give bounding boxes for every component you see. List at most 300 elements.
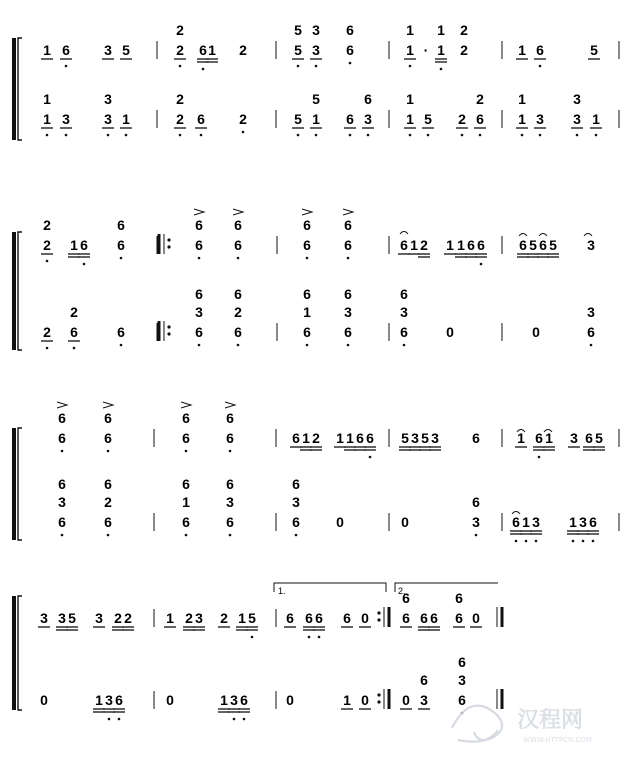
chord-note: 3 [226, 494, 234, 510]
note: 5 [294, 111, 302, 127]
octave-dot [318, 636, 321, 639]
chord-note: 2 [176, 91, 184, 107]
octave-dot [295, 534, 298, 537]
octave-dot [535, 540, 538, 543]
repeat-dot [167, 332, 170, 335]
note: 1 [43, 42, 51, 58]
chord-note: 6 [344, 286, 352, 302]
note: 6 [400, 324, 408, 340]
note: 2 [43, 237, 51, 253]
octave-dot [582, 540, 585, 543]
chord-note: 6 [400, 286, 408, 302]
note: 1 [336, 430, 344, 446]
lower-staff [41, 286, 595, 349]
note: 1 [166, 610, 174, 626]
note: 6 [104, 514, 112, 530]
note: 3 [411, 430, 419, 446]
note: 6 [587, 324, 595, 340]
octave-dot [539, 65, 542, 68]
octave-dot [61, 534, 64, 537]
note: 3 [420, 692, 428, 708]
note: 6 [356, 430, 364, 446]
note: 6 [292, 514, 300, 530]
repeat-dot [377, 618, 380, 621]
note: 6 [519, 237, 527, 253]
octave-dot [120, 257, 123, 260]
volta-brackets [274, 583, 498, 596]
chord-note: 1 [303, 304, 311, 320]
note: 6 [80, 237, 88, 253]
octave-dot [369, 456, 372, 459]
upper-staff [41, 209, 595, 265]
note: 6 [472, 430, 480, 446]
note: 6 [458, 692, 466, 708]
octave-dot [515, 540, 518, 543]
note: 3 [587, 237, 595, 253]
chord-note: 2 [234, 304, 242, 320]
note: 3 [431, 430, 439, 446]
octave-dot [538, 456, 541, 459]
note: 6 [585, 430, 593, 446]
note: 6 [195, 324, 203, 340]
note: 6 [292, 430, 300, 446]
accent-mark [194, 209, 204, 215]
note: 1 [312, 111, 320, 127]
note: 3 [472, 514, 480, 530]
repeat-dot [377, 700, 380, 703]
note: 6 [303, 324, 311, 340]
chord-note: 2 [460, 22, 468, 38]
octave-dot [306, 344, 309, 347]
octave-dot [592, 540, 595, 543]
note: 6 [104, 430, 112, 446]
note: 0 [532, 324, 540, 340]
repeat-dot [377, 693, 380, 696]
chord-note: 3 [104, 91, 112, 107]
note: 1 [406, 42, 414, 58]
octave-dot [409, 134, 412, 137]
chord-note: 1 [437, 22, 445, 38]
note: 6 [430, 610, 438, 626]
chord-note: 6 [455, 590, 463, 606]
note: 1 [518, 42, 526, 58]
octave-dot [118, 718, 121, 721]
lower-staff [58, 476, 599, 542]
octave-dot [440, 68, 443, 71]
octave-dot [572, 540, 575, 543]
note: 6 [58, 514, 66, 530]
note: 6 [589, 514, 597, 530]
note: 1 [346, 430, 354, 446]
octave-dot [185, 450, 188, 453]
note: 6 [240, 692, 248, 708]
chord-note: 3 [587, 304, 595, 320]
octave-dot [595, 134, 598, 137]
octave-dot [461, 134, 464, 137]
octave-dot [525, 540, 528, 543]
note: 1 [302, 430, 310, 446]
octave-dot [242, 131, 245, 134]
chord-note: 6 [117, 217, 125, 233]
note: 2 [220, 610, 228, 626]
chord-note: 6 [58, 410, 66, 426]
octave-dot [198, 257, 201, 260]
chord-note: 6 [234, 217, 242, 233]
ornament-marks [400, 232, 592, 515]
octave-dot [539, 134, 542, 137]
chord-note: 2 [476, 91, 484, 107]
chord-note: 5 [312, 91, 320, 107]
note: 1 [122, 111, 130, 127]
chord-note: 6 [472, 494, 480, 510]
note: 1 [545, 430, 553, 446]
chord-note: 6 [458, 654, 466, 670]
chord-note: 6 [364, 91, 372, 107]
chord-note: 1 [406, 91, 414, 107]
octave-dot [349, 134, 352, 137]
note: 5 [529, 237, 537, 253]
score-system [14, 590, 502, 720]
accent-mark [233, 209, 243, 215]
chord-note: 6 [420, 672, 428, 688]
chord-note: 5 [294, 22, 302, 38]
octave-dot [185, 534, 188, 537]
octave-dot [83, 263, 86, 266]
octave-dot [347, 257, 350, 260]
octave-dot [297, 134, 300, 137]
note: 3 [536, 111, 544, 127]
note: 6 [455, 610, 463, 626]
upper-staff [41, 22, 600, 70]
note: 1 [220, 692, 228, 708]
octave-dot [297, 65, 300, 68]
score-system [14, 22, 619, 140]
volta-1-label: 1. [278, 586, 286, 596]
chord-note: 6 [234, 286, 242, 302]
upper-staff [38, 590, 482, 638]
slur-mark [539, 234, 547, 237]
octave-dot [108, 718, 111, 721]
slur-mark [584, 234, 592, 237]
chord-note: 6 [292, 476, 300, 492]
note: 0 [336, 514, 344, 530]
octave-dot [308, 636, 311, 639]
octave-dot [315, 134, 318, 137]
chord-note: 3 [344, 304, 352, 320]
note: 1 [437, 42, 445, 58]
note: 6 [182, 430, 190, 446]
watermark-text: 汉程网 [517, 708, 584, 733]
octave-dot [61, 450, 64, 453]
chord-note: 2 [70, 304, 78, 320]
watermark-logo [452, 706, 592, 744]
chord-note: 1 [182, 494, 190, 510]
system-bracket [18, 38, 22, 140]
octave-dot [479, 134, 482, 137]
note: 6 [476, 111, 484, 127]
octave-dot [65, 134, 68, 137]
octave-dot [251, 636, 254, 639]
note: 6 [226, 430, 234, 446]
system-bracket [18, 596, 22, 710]
note: 6 [477, 237, 485, 253]
note: 3 [570, 430, 578, 446]
note: 3 [573, 111, 581, 127]
accent-mark [103, 402, 113, 408]
note: 1 [70, 237, 78, 253]
chord-note: 1 [518, 91, 526, 107]
chord-note: 3 [292, 494, 300, 510]
repeat-dot [167, 238, 170, 241]
note: 3 [104, 111, 112, 127]
octave-dot [198, 344, 201, 347]
octave-dot [237, 344, 240, 347]
note: 0 [286, 692, 294, 708]
octave-dot [403, 344, 406, 347]
score-systems [14, 22, 619, 720]
note: 6 [402, 610, 410, 626]
chord-note: 3 [573, 91, 581, 107]
octave-dot [46, 134, 49, 137]
score-system [14, 209, 595, 350]
note: 5 [424, 111, 432, 127]
chord-note: 2 [43, 217, 51, 233]
volta-2-bracket [395, 583, 498, 592]
note: 6 [199, 42, 207, 58]
slur-mark [519, 234, 527, 237]
chord-note: 3 [458, 672, 466, 688]
chord-note: 6 [226, 410, 234, 426]
octave-dot [480, 263, 483, 266]
note: 6 [182, 514, 190, 530]
octave-dot [46, 260, 49, 263]
note: 1 [518, 111, 526, 127]
chord-note: 6 [195, 217, 203, 233]
note: 3 [104, 42, 112, 58]
note: 5 [122, 42, 130, 58]
chord-note: 1 [406, 22, 414, 38]
note: 0 [40, 692, 48, 708]
chord-note: 6 [226, 476, 234, 492]
chord-note: 6 [104, 410, 112, 426]
note: 6 [234, 237, 242, 253]
octave-dot [229, 450, 232, 453]
volta-2-label: 2. [398, 586, 406, 596]
note: 1 [457, 237, 465, 253]
note: 6 [315, 610, 323, 626]
note: 3 [62, 111, 70, 127]
note: 5 [421, 430, 429, 446]
note: 6 [195, 237, 203, 253]
note: 2 [43, 324, 51, 340]
system-bracket [18, 232, 22, 350]
octave-dot [475, 534, 478, 537]
note: 5 [595, 430, 603, 446]
octave-dot [65, 65, 68, 68]
note: 1 [517, 430, 525, 446]
lower-staff [40, 654, 466, 720]
octave-dot [409, 65, 412, 68]
note: 2 [239, 111, 247, 127]
note: 2 [312, 430, 320, 446]
note: 3 [105, 692, 113, 708]
note: 2 [420, 237, 428, 253]
note: 6 [400, 237, 408, 253]
note: 5 [294, 42, 302, 58]
octave-dot [243, 718, 246, 721]
note: 3 [95, 610, 103, 626]
chord-note: 6 [58, 476, 66, 492]
note: 6 [344, 237, 352, 253]
note: 5 [248, 610, 256, 626]
note: 5 [401, 430, 409, 446]
chord-note: 6 [104, 476, 112, 492]
octave-dot [107, 134, 110, 137]
note: 2 [460, 42, 468, 58]
chord-note: 6 [195, 286, 203, 302]
octave-dot [107, 450, 110, 453]
octave-dot [73, 347, 76, 350]
note: 3 [58, 610, 66, 626]
note: 0 [402, 692, 410, 708]
repeat-dot [377, 611, 380, 614]
note: 0 [401, 514, 409, 530]
note: 6 [117, 324, 125, 340]
accent-mark [225, 402, 235, 408]
note: 2 [185, 610, 193, 626]
note: 6 [535, 430, 543, 446]
lower-staff [41, 91, 602, 136]
accent-mark [343, 209, 353, 215]
octave-dot [349, 62, 352, 65]
octave-dot [306, 257, 309, 260]
note: 1 [95, 692, 103, 708]
octave-dot [590, 344, 593, 347]
note: 3 [312, 42, 320, 58]
chord-note: 6 [182, 476, 190, 492]
octave-dot [315, 65, 318, 68]
note: 3 [364, 111, 372, 127]
note: 6 [467, 237, 475, 253]
note: 1 [43, 111, 51, 127]
note: 2 [176, 111, 184, 127]
note: 2 [239, 42, 247, 58]
octave-dot [347, 344, 350, 347]
note: 1 [592, 111, 600, 127]
note: 6 [344, 324, 352, 340]
octave-dot [200, 134, 203, 137]
octave-dot [107, 534, 110, 537]
note: 0 [361, 692, 369, 708]
slur-mark [400, 232, 408, 235]
score-system [14, 402, 619, 542]
note: 1 [238, 610, 246, 626]
octave-dot [576, 134, 579, 137]
note: 6 [366, 430, 374, 446]
octave-dot [427, 134, 430, 137]
note: 0 [361, 610, 369, 626]
octave-dot [125, 134, 128, 137]
note: 6 [539, 237, 547, 253]
repeat-dot [167, 245, 170, 248]
chord-note: 6 [303, 217, 311, 233]
note: 1 [406, 111, 414, 127]
watermark-url: WWW.HTTPCN.COM [523, 736, 592, 744]
chord-note: 1 [43, 91, 51, 107]
note: 6 [117, 237, 125, 253]
note: 1 [446, 237, 454, 253]
octave-dot [233, 718, 236, 721]
note: 6 [286, 610, 294, 626]
note: · [423, 42, 429, 58]
note: 6 [305, 610, 313, 626]
note: 1 [208, 42, 216, 58]
repeat-dot [167, 325, 170, 328]
note: 2 [124, 610, 132, 626]
octave-dot [46, 347, 49, 350]
chord-note: 6 [344, 217, 352, 233]
note: 3 [40, 610, 48, 626]
accent-mark [181, 402, 191, 408]
note: 6 [536, 42, 544, 58]
note: 5 [68, 610, 76, 626]
note: 0 [472, 610, 480, 626]
note: 5 [590, 42, 598, 58]
note: 6 [70, 324, 78, 340]
note: 3 [230, 692, 238, 708]
chord-note: 3 [312, 22, 320, 38]
chord-note: 6 [303, 286, 311, 302]
note: 6 [346, 42, 354, 58]
accent-mark [57, 402, 67, 408]
note: 6 [226, 514, 234, 530]
chord-note: 3 [195, 304, 203, 320]
note: 2 [458, 111, 466, 127]
chord-note: 6 [402, 590, 410, 606]
volta-1-bracket [274, 583, 386, 592]
chord-note: 2 [104, 494, 112, 510]
octave-dot [179, 65, 182, 68]
chord-note: 2 [176, 22, 184, 38]
chord-note: 3 [58, 494, 66, 510]
octave-dot [367, 134, 370, 137]
note: 6 [234, 324, 242, 340]
chord-note: 3 [400, 304, 408, 320]
note: 6 [343, 610, 351, 626]
note: 1 [410, 237, 418, 253]
note: 6 [512, 514, 520, 530]
note: 6 [115, 692, 123, 708]
note: 3 [532, 514, 540, 530]
note: 6 [58, 430, 66, 446]
note: 0 [166, 692, 174, 708]
note: 6 [62, 42, 70, 58]
note: 6 [197, 111, 205, 127]
note: 2 [176, 42, 184, 58]
note: 3 [579, 514, 587, 530]
note: 6 [346, 111, 354, 127]
octave-dot [179, 134, 182, 137]
watermark-swirl-icon [452, 706, 502, 742]
note: 6 [420, 610, 428, 626]
octave-dot [120, 344, 123, 347]
chord-note: 6 [182, 410, 190, 426]
note: 1 [569, 514, 577, 530]
octave-dot [237, 257, 240, 260]
chord-note: 6 [346, 22, 354, 38]
note: 6 [303, 237, 311, 253]
note: 3 [195, 610, 203, 626]
